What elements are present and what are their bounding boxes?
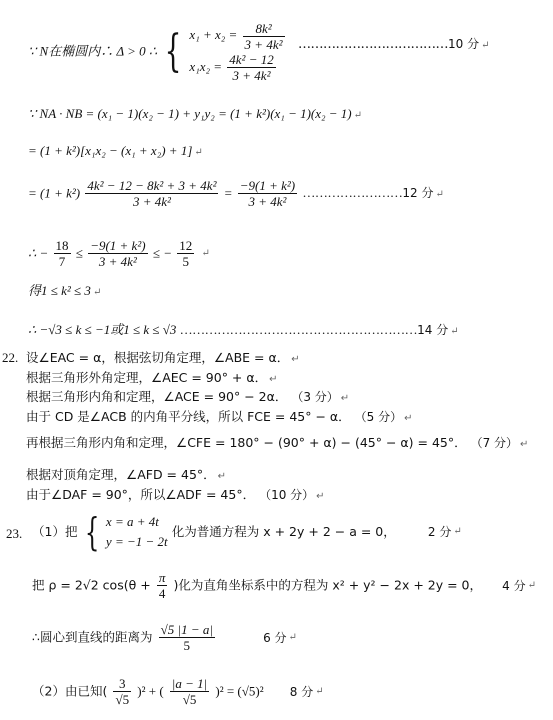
q22-line-4: 由于 CD 是∠ACB 的内角平分线，所以 FCE = 45° − α． （5 分） ↵ [26, 409, 413, 424]
return-mark-icon: ↵ [481, 40, 490, 51]
return-mark-icon: ↵ [217, 471, 227, 482]
part2-frac-2: $\frac{|a - 1|}{√5}$ [171, 676, 208, 707]
q23-distance: ∴圆心到直线的距离为 $\frac{√5 |1 - a|}{5}$ 6 分 ↵ [32, 622, 297, 653]
score-4: 4 分 [502, 578, 526, 593]
vieta-system [189, 20, 286, 83]
q22-line-6: 根据对顶角定理，∠AFD = 45°． ↵ [26, 467, 227, 482]
param-brace: { [84, 510, 99, 554]
return-mark-icon: ↵ [450, 326, 459, 337]
score-10: 10 分 [448, 37, 480, 51]
simplify-frac-2: $\frac{\text{−9(1 + k²)}}{\text{3 + 4k²}}$ [239, 178, 296, 209]
return-mark-icon: ↵ [353, 110, 363, 121]
return-mark-icon: ↵ [315, 685, 324, 697]
q23-polar: 把 ρ = 2√2 cos(θ + $\frac{\pi}{4}$ )化为直角坐标系中的方程为 x² + y² − 2x + 2y = 0， 4 分 ↵ [32, 570, 536, 601]
return-mark-icon: ↵ [291, 354, 300, 365]
return-mark-icon: ↵ [435, 188, 444, 200]
simplify-frac-1: $\frac{\text{4k² − 12 − 8k² + 3 + 4k²}}{\text{3 + 4k²}}$ [87, 178, 217, 209]
score-line-1: ………………………………10 分 ↵ [298, 37, 490, 52]
score-5: （5 分） [354, 410, 403, 424]
score-14: 14 分 [417, 323, 449, 337]
step-k-result: ∴ −√3 ≤ k ≤ −1或1 ≤ k ≤ √3 …………………………………………………14 分 ↵ [28, 322, 459, 337]
return-mark-icon: ↵ [520, 439, 529, 450]
q22-line-3: 根据三角形内角和定理，∠ACE = 90° − 2α． （3 分） ↵ [26, 389, 350, 404]
step-dot-product: ∵ NA · NB = (x₁ − 1)(x₂ − 1) + y₁y₂ = (1 + k²)(x₁ − 1)(x₂ − 1) ↵ [28, 106, 363, 121]
return-mark-icon: ↵ [288, 631, 297, 643]
pi-over-4: $\frac{\pi}{4}$ [158, 570, 166, 601]
score-3: （3 分） [291, 390, 339, 404]
return-mark-icon: ↵ [194, 147, 203, 158]
vieta-product: x₁x₂ = $\frac{\text{4k² − 12}}{\text{3 + 4k²}}$ [189, 52, 274, 84]
score-8: 8 分 [289, 684, 314, 699]
q22-line-5: 再根据三角形内角和定理，∠CFE = 180° − (90° + α) − (45° − α) = 45°． （7 分） ↵ [26, 435, 529, 450]
step-simplify: = (1 + k²) $\frac{\text{4k² − 12 − 8k² + 3 + 4k²}}{\text{3 + 4k²}}$ = $\frac{\text{−9(1 + k²)}}{\text{3 + 4k²}}$ ……………………12 分 ↵ [28, 178, 444, 209]
step-expand: = (1 + k²)[x₁x₂ − (x₁ + x₂) + 1] ↵ [28, 143, 203, 158]
return-mark-icon: ↵ [453, 526, 462, 537]
score-6: 6 分 [263, 630, 287, 645]
return-mark-icon: ↵ [527, 579, 536, 591]
return-mark-icon: ↵ [340, 393, 350, 404]
distance-frac: $\frac{√5 |1 - a|}{5}$ [160, 622, 213, 653]
ineq-frac-3: $\frac{12}{5}$ [179, 238, 193, 269]
score-2: 2 分 [427, 525, 452, 539]
return-mark-icon: ↵ [201, 247, 210, 259]
condition-text: ∵ N在椭圆内∴ Δ > 0 ∴ [28, 43, 158, 59]
step-k-range: 得1 ≤ k² ≤ 3 ↵ [28, 283, 102, 298]
q22-line-2: 根据三角形外角定理，∠AEC = 90° + α． ↵ [26, 370, 278, 385]
vieta-sum-frac: $\frac{\text{8k²}}{\text{3 + 4k²}}$ [244, 20, 283, 52]
system-brace: { [164, 25, 182, 77]
return-mark-icon: ↵ [316, 491, 325, 502]
vieta-product-frac: $\frac{\text{4k² − 12}}{\text{3 + 4k²}}$ [229, 52, 274, 84]
return-mark-icon: ↵ [269, 374, 278, 385]
score-7: （7 分） [470, 436, 519, 450]
ineq-frac-1: $\frac{18}{7}$ [55, 238, 69, 269]
score-12: 12 分 [402, 185, 434, 200]
q23-part1: （1）把 { x = a + 4t y = −1 − 2t 化为普通方程为 x + 2y + 2 − a = 0， 2 分 ↵ [32, 510, 462, 554]
q22-line-7: 由于∠DAF = 90°，所以∠ADF = 45°． （10 分） ↵ [26, 487, 325, 502]
ineq-frac-2: $\frac{\text{−9(1 + k²)}}{\text{3 + 4k²}}$ [90, 238, 146, 269]
return-mark-icon: ↵ [404, 413, 413, 424]
part2-frac-1: $\frac{3}{√5}$ [115, 676, 130, 707]
vieta-sum: x₁ + x₂ = $\frac{\text{8k²}}{\text{3 + 4k²}}$ [189, 20, 283, 52]
param-system: x = a + 4t y = −1 − 2t [105, 514, 168, 549]
q22-line-1: 设∠EAC = α，根据弦切角定理，∠ABE = α． ↵ [26, 350, 300, 365]
step-ellipse-condition [28, 20, 287, 84]
q23-number: 23. [6, 526, 23, 541]
return-mark-icon: ↵ [92, 287, 102, 298]
score-10b: （10 分） [259, 488, 315, 502]
step-inequality: ∴ − $\frac{18}{7}$ ≤ $\frac{\text{−9(1 + k²)}}{\text{3 + 4k²}}$ ≤ − $\frac{12}{5}$ ↵ [28, 238, 210, 269]
q22-number: 22. [2, 350, 19, 365]
q23-part2: （2）由已知( $\frac{3}{√5}$ )² + ( $\frac{|a - 1|}{√5}$ )² = (√5)² 8 分 ↵ [32, 676, 324, 707]
